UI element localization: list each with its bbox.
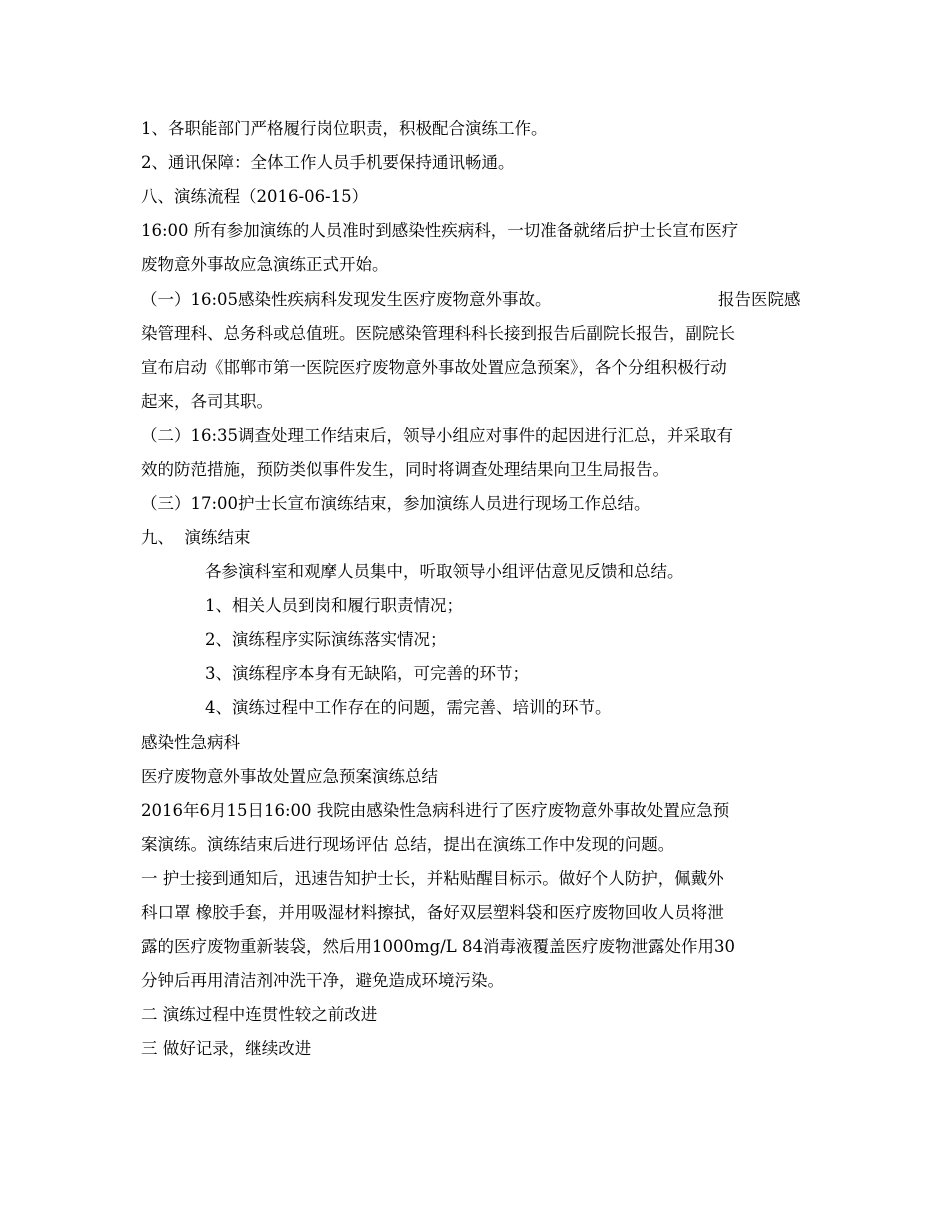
text-line: （三）17:00护士长宣布演练结束，参加演练人员进行现场工作总结。 [141,494,651,513]
text-line: 三 做好记录，继续改进 [141,1039,312,1058]
list-item: 1、相关人员到岗和履行职责情况； [205,596,463,615]
text-line: 起来，各司其职。 [141,392,273,411]
summary-title: 医疗废物意外事故处置应急预案演练总结 [141,767,438,786]
text-line: 二 演练过程中连贯性较之前改进 [141,1005,378,1024]
text-line: 案演练。演练结束后进行现场评估 总结，提出在演练工作中发现的问题。 [141,835,675,854]
section-heading: 九、 演练结束 [141,528,251,547]
department-title: 感染性急病科 [141,733,240,752]
text-line: 2、通讯保障：全体工作人员手机要保持通讯畅通。 [141,153,515,172]
list-item: 4、演练过程中工作存在的问题，需完善、培训的环节。 [205,698,612,717]
text-line-continuation: 报告医院感 [718,290,801,309]
text-line: 分钟后再用清洁剂冲洗干净，避免造成环境污染。 [141,971,504,990]
text-line: 16:00 所有参加演练的人员准时到感染性疾病科，一切准备就绪后护士长宣布医疗 [141,221,739,240]
text-line: 宣布启动《邯郸市第一医院医疗废物意外事故处置应急预案》，各个分组积极行动 [141,358,727,377]
text-line: （一）16:05感染性疾病科发现发生医疗废物意外事故。 [141,290,552,309]
text-line: 露的医疗废物重新装袋，然后用1000mg/L 84消毒液覆盖医疗废物泄露处作用30 [141,937,735,956]
text-line: 各参演科室和观摩人员集中，听取领导小组评估意见反馈和总结。 [205,562,684,581]
text-line: 一 护士接到通知后，迅速告知护士长，并粘贴醒目标示。做好个人防护，佩戴外 [141,869,724,888]
text-line: 科口罩 橡胶手套，并用吸湿材料擦拭，备好双层塑料袋和医疗废物回收人员将泄 [141,903,724,922]
section-heading: 八、演练流程（2016-06-15） [141,187,369,206]
text-line: （二）16:35调查处理工作结束后，领导小组应对事件的起因进行汇总，并采取有 [141,426,734,445]
list-item: 3、演练程序本身有无缺陷，可完善的环节； [205,664,529,683]
text-line: 1、各职能部门严格履行岗位职责，积极配合演练工作。 [141,119,548,138]
text-line: 效的防范措施，预防类似事件发生，同时将调查处理结果向卫生局报告。 [141,460,669,479]
text-line: 染管理科、总务科或总值班。医院感染管理科科长接到报告后副院长报告，副院长 [141,324,735,343]
text-line: 2016年6月15日16:00 我院由感染性急病科进行了医疗废物意外事故处置应急预 [141,801,730,820]
text-line: 废物意外事故应急演练正式开始。 [141,255,389,274]
list-item: 2、演练程序实际演练落实情况； [205,630,447,649]
